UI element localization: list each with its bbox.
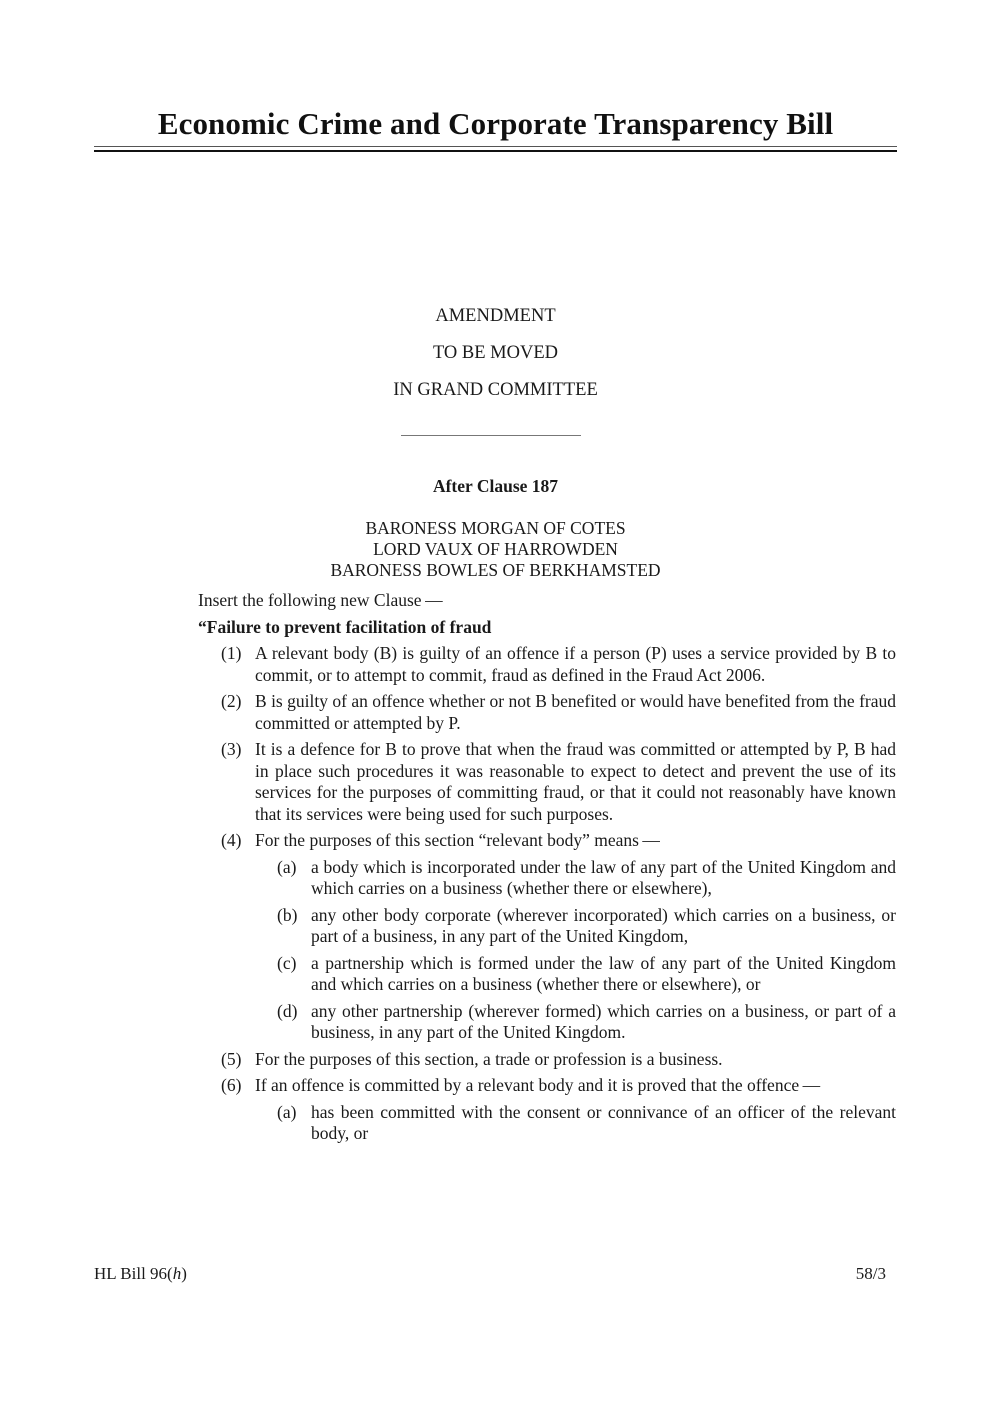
paragraph-4b [198,905,896,948]
subsection-1 [198,643,896,686]
paragraph-text: a body which is incorporated under the law of any part of the United Kingdom and which carries on a business (whether there or elsewhere), [311,856,896,898]
to-be-moved-label: TO BE MOVED [432,343,559,363]
sponsor-list [94,518,897,581]
sponsor-name: BARONESS MORGAN OF COTES [365,518,626,538]
bill-title: Economic Crime and Corporate Transparency Bill [157,106,834,141]
paragraph-text: any other body corporate (wherever incorporated) which carries on a business, or part of a business, in any part of the United Kingdom, [311,904,896,946]
subsection-number: (1) [221,643,242,663]
subsection-number: (5) [221,1048,242,1069]
paragraph-letter: (d) [277,1000,298,1021]
subsection-number: (3) [221,739,242,759]
subsection-text: It is a defence for B to prove that when the fraud was committed or attempted by P, B had in place such procedures it was reasonable to expect to detect and prevent the use of its services for the purposes of committing fraud, or that it could not reasonably have known that its services were being used for such purposes. [255,739,896,824]
subsection-number: (6) [221,1075,242,1095]
paragraph-4d [198,1001,896,1044]
committee-label: IN GRAND COMMITTEE [393,380,598,400]
clause-heading: “Failure to prevent facilitation of fraud [198,616,492,637]
page-reference: 58/3 [855,1264,886,1283]
paragraph-letter: (b) [277,904,298,925]
sponsor-name: LORD VAUX OF HARROWDEN [373,539,618,559]
title-rule-thin [94,146,897,147]
paragraph-letter: (a) [277,1101,297,1122]
subsection-text: A relevant body (B) is guilty of an offence if a person (P) uses a service provided by B to commit, or to attempt to commit, fraud as defined in the Fraud Act 2006. [255,643,896,685]
amendment-position: After Clause 187 [432,476,559,496]
subsection-text: For the purposes of this section, a trade or profession is a business. [255,1048,723,1069]
insert-instruction: Insert the following new Clause — [198,590,443,610]
amendment-body [198,590,896,1150]
paragraph-letter: (c) [277,952,297,973]
subsection-6 [198,1075,896,1097]
bill-ref-prefix: HL Bill 96( [94,1264,173,1283]
paragraph-4c [198,953,896,996]
subsection-2 [198,691,896,734]
title-rule-thick [94,150,897,152]
paragraph-6a [198,1102,896,1145]
amendment-label: AMENDMENT [435,306,556,326]
bill-ref-italic: h [172,1264,182,1283]
subsection-4 [198,830,896,852]
subsection-number: (4) [221,830,242,850]
subsection-5 [198,1049,896,1071]
subsection-3 [198,739,896,825]
paragraph-text: a partnership which is formed under the law of any part of the United Kingdom and which carries on a business (whether there or elsewhere), or [311,952,896,994]
bill-reference [94,1264,187,1284]
subsection-text: B is guilty of an offence whether or not B benefited or would have benefited from the fraud committed or attempted by P. [255,691,896,733]
bill-ref-suffix: ) [181,1264,187,1283]
subsection-text: If an offence is committed by a relevant body and it is proved that the offence — [255,1075,821,1095]
subsection-text: For the purposes of this section “relevant body” means — [255,830,660,850]
paragraph-text: any other partnership (wherever formed) which carries on a business, or part of a business, in any part of the United Kingdom. [311,1000,896,1042]
paragraph-letter: (a) [277,856,297,877]
section-divider [401,435,581,436]
subsection-number: (2) [221,691,242,711]
paragraph-4a [198,857,896,900]
paragraph-text: has been committed with the consent or connivance of an officer of the relevant body, or [311,1101,896,1143]
sponsor-name: BARONESS BOWLES OF BERKHAMSTED [330,560,661,580]
